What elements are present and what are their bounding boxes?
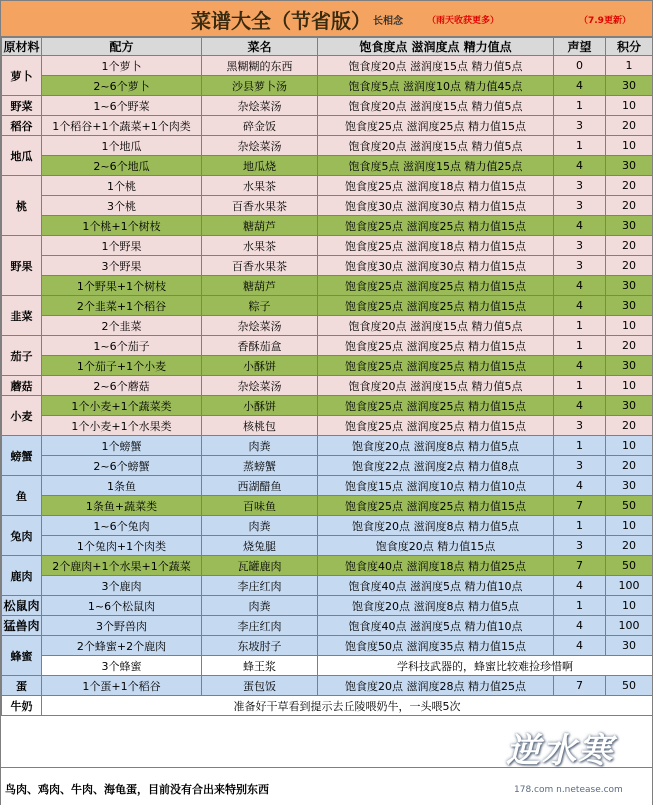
reputation-cell: 4 xyxy=(554,616,606,636)
reputation-cell: 4 xyxy=(554,216,606,236)
table-row xyxy=(2,436,653,456)
effect-cell: 饱食度25点 滋润度25点 精力值15点 xyxy=(318,116,554,136)
effect-cell: 饱食度25点 滋润度25点 精力值15点 xyxy=(318,276,554,296)
table-row xyxy=(2,56,653,76)
dish-cell: 东坡肘子 xyxy=(202,636,318,656)
table-row xyxy=(2,176,653,196)
effect-cell: 饱食度30点 滋润度30点 精力值15点 xyxy=(318,256,554,276)
dish-cell: 杂烩菜汤 xyxy=(202,96,318,116)
material-cell: 小麦 xyxy=(2,396,42,436)
points-cell: 50 xyxy=(606,556,653,576)
dish-cell: 百香水果茶 xyxy=(202,196,318,216)
reputation-cell: 4 xyxy=(554,396,606,416)
reputation-cell: 4 xyxy=(554,576,606,596)
dish-cell: 粽子 xyxy=(202,296,318,316)
effect-cell: 饱食度40点 滋润度18点 精力值25点 xyxy=(318,556,554,576)
watermark-site: 178.com n.netease.com xyxy=(514,785,623,795)
author-label: 长相念 xyxy=(373,16,403,27)
table-row xyxy=(2,616,653,636)
reputation-cell: 7 xyxy=(554,676,606,696)
reputation-cell: 3 xyxy=(554,256,606,276)
footer-text: 鸟肉、鸡肉、牛肉、海龟蛋，目前没有合出来特别东西 xyxy=(5,783,269,796)
table-row xyxy=(2,396,653,416)
formula-cell: 1个桃+1个树枝 xyxy=(42,216,202,236)
reputation-cell: 4 xyxy=(554,76,606,96)
dish-cell: 水果茶 xyxy=(202,236,318,256)
table-header-row xyxy=(2,38,653,56)
formula-cell: 1个野果 xyxy=(42,236,202,256)
formula-cell: 1个野果+1个树枝 xyxy=(42,276,202,296)
formula-cell: 2~6个螃蟹 xyxy=(42,456,202,476)
table-row xyxy=(2,336,653,356)
table-row xyxy=(2,456,653,476)
dish-cell: 蒸螃蟹 xyxy=(202,456,318,476)
dish-cell: 杂烩菜汤 xyxy=(202,136,318,156)
effect-cell: 饱食度25点 滋润度25点 精力值15点 xyxy=(318,356,554,376)
table-row xyxy=(2,236,653,256)
points-cell: 10 xyxy=(606,596,653,616)
points-cell: 20 xyxy=(606,416,653,436)
formula-cell: 1个小麦+1个蔬菜类 xyxy=(42,396,202,416)
table-row xyxy=(2,696,653,716)
material-cell: 蘑菇 xyxy=(2,376,42,396)
reputation-cell: 3 xyxy=(554,116,606,136)
points-cell: 20 xyxy=(606,196,653,216)
effect-cell: 饱食度25点 滋润度25点 精力值15点 xyxy=(318,216,554,236)
material-cell: 萝卜 xyxy=(2,56,42,96)
table-row xyxy=(2,656,653,676)
dish-cell: 黑糊糊的东西 xyxy=(202,56,318,76)
reputation-cell: 1 xyxy=(554,336,606,356)
formula-cell: 1~6个野菜 xyxy=(42,96,202,116)
points-cell: 20 xyxy=(606,536,653,556)
col-material: 原材料 xyxy=(2,38,42,56)
reputation-cell: 1 xyxy=(554,376,606,396)
reputation-cell: 3 xyxy=(554,236,606,256)
col-formula: 配方 xyxy=(42,38,202,56)
table-row xyxy=(2,196,653,216)
formula-cell: 2~6个萝卜 xyxy=(42,76,202,96)
points-cell: 30 xyxy=(606,636,653,656)
reputation-cell: 4 xyxy=(554,156,606,176)
dish-cell: 核桃包 xyxy=(202,416,318,436)
dish-cell: 小酥饼 xyxy=(202,396,318,416)
effect-cell: 饱食度5点 滋润度15点 精力值25点 xyxy=(318,156,554,176)
col-dish: 菜名 xyxy=(202,38,318,56)
table-row xyxy=(2,216,653,236)
material-cell: 鱼 xyxy=(2,476,42,516)
reputation-cell: 7 xyxy=(554,556,606,576)
formula-cell: 2个蜂蜜+2个鹿肉 xyxy=(42,636,202,656)
formula-cell: 3个野兽肉 xyxy=(42,616,202,636)
points-cell: 50 xyxy=(606,676,653,696)
table-row xyxy=(2,416,653,436)
effect-cell: 饱食度25点 滋润度25点 精力值15点 xyxy=(318,296,554,316)
col-effect: 饱食度点 滋润度点 精力值点 xyxy=(318,38,554,56)
dish-cell: 蜂王浆 xyxy=(202,656,318,676)
points-cell: 30 xyxy=(606,296,653,316)
reputation-cell: 3 xyxy=(554,416,606,436)
points-cell: 30 xyxy=(606,476,653,496)
reputation-cell: 1 xyxy=(554,436,606,456)
dish-cell: 蛋包饭 xyxy=(202,676,318,696)
effect-cell: 饱食度15点 滋润度10点 精力值10点 xyxy=(318,476,554,496)
table-row xyxy=(2,96,653,116)
material-cell: 野菜 xyxy=(2,96,42,116)
formula-cell: 1个桃 xyxy=(42,176,202,196)
table-row xyxy=(2,516,653,536)
points-cell: 20 xyxy=(606,336,653,356)
table-row xyxy=(2,156,653,176)
formula-cell: 1条鱼 xyxy=(42,476,202,496)
dish-cell: 杂烩菜汤 xyxy=(202,376,318,396)
recipe-table xyxy=(1,37,653,716)
dish-cell: 李庄红肉 xyxy=(202,616,318,636)
effect-cell: 饱食度40点 滋润度5点 精力值10点 xyxy=(318,616,554,636)
dish-cell: 碎金饭 xyxy=(202,116,318,136)
points-cell: 30 xyxy=(606,356,653,376)
points-cell: 1 xyxy=(606,56,653,76)
formula-cell: 2个韭菜 xyxy=(42,316,202,336)
reputation-cell: 1 xyxy=(554,596,606,616)
points-cell: 100 xyxy=(606,616,653,636)
effect-cell: 饱食度20点 滋润度8点 精力值5点 xyxy=(318,436,554,456)
material-cell: 桃 xyxy=(2,176,42,236)
sheet-title: 菜谱大全（节省版） xyxy=(191,9,371,33)
reputation-cell: 7 xyxy=(554,496,606,516)
table-row xyxy=(2,636,653,656)
dish-cell: 烧兔腿 xyxy=(202,536,318,556)
reputation-cell: 0 xyxy=(554,56,606,76)
effect-cell: 饱食度40点 滋润度5点 精力值10点 xyxy=(318,576,554,596)
material-cell: 松鼠肉 xyxy=(2,596,42,616)
points-cell: 30 xyxy=(606,396,653,416)
material-cell: 牛奶 xyxy=(2,696,42,716)
effect-cell: 饱食度30点 滋润度30点 精力值15点 xyxy=(318,196,554,216)
reputation-cell: 1 xyxy=(554,96,606,116)
material-cell: 螃蟹 xyxy=(2,436,42,476)
formula-cell: 2~6个蘑菇 xyxy=(42,376,202,396)
points-cell: 20 xyxy=(606,456,653,476)
points-cell: 10 xyxy=(606,376,653,396)
table-row xyxy=(2,496,653,516)
reputation-cell: 4 xyxy=(554,636,606,656)
reputation-cell: 1 xyxy=(554,136,606,156)
effect-cell: 饱食度25点 滋润度25点 精力值15点 xyxy=(318,336,554,356)
points-cell: 20 xyxy=(606,236,653,256)
table-row xyxy=(2,276,653,296)
effect-cell: 饱食度25点 滋润度25点 精力值15点 xyxy=(318,496,554,516)
table-row xyxy=(2,76,653,96)
effect-cell: 饱食度5点 滋润度10点 精力值45点 xyxy=(318,76,554,96)
points-cell: 50 xyxy=(606,496,653,516)
reputation-cell: 3 xyxy=(554,196,606,216)
table-row xyxy=(2,256,653,276)
dish-cell: 糖葫芦 xyxy=(202,276,318,296)
formula-cell: 1~6个松鼠肉 xyxy=(42,596,202,616)
dish-cell: 百味鱼 xyxy=(202,496,318,516)
dish-cell: 水果茶 xyxy=(202,176,318,196)
update-note: （7.9更新） xyxy=(579,16,631,26)
table-row xyxy=(2,136,653,156)
formula-cell: 1个萝卜 xyxy=(42,56,202,76)
table-row xyxy=(2,536,653,556)
effect-cell: 饱食度20点 滋润度15点 精力值5点 xyxy=(318,56,554,76)
formula-cell: 1个螃蟹 xyxy=(42,436,202,456)
dish-cell: 西湖醋鱼 xyxy=(202,476,318,496)
table-row xyxy=(2,316,653,336)
table-row xyxy=(2,596,653,616)
reputation-cell: 4 xyxy=(554,356,606,376)
col-points: 积分 xyxy=(606,38,653,56)
effect-cell: 饱食度20点 滋润度8点 精力值5点 xyxy=(318,596,554,616)
table-row xyxy=(2,576,653,596)
formula-cell: 3个蜂蜜 xyxy=(42,656,202,676)
effect-cell: 饱食度22点 滋润度2点 精力值8点 xyxy=(318,456,554,476)
effect-cell: 饱食度20点 滋润度8点 精力值5点 xyxy=(318,516,554,536)
formula-cell: 1个小麦+1个水果类 xyxy=(42,416,202,436)
effect-cell: 饱食度20点 滋润度15点 精力值5点 xyxy=(318,96,554,116)
points-cell: 10 xyxy=(606,316,653,336)
effect-cell: 饱食度25点 滋润度18点 精力值15点 xyxy=(318,176,554,196)
effect-cell: 饱食度20点 滋润度15点 精力值5点 xyxy=(318,136,554,156)
dish-cell: 百香水果茶 xyxy=(202,256,318,276)
material-cell: 猛兽肉 xyxy=(2,616,42,636)
dish-cell: 肉粪 xyxy=(202,436,318,456)
points-cell: 10 xyxy=(606,96,653,116)
effect-cell: 饱食度20点 滋润度28点 精力值25点 xyxy=(318,676,554,696)
col-reputation: 声望 xyxy=(554,38,606,56)
material-cell: 兔肉 xyxy=(2,516,42,556)
material-cell: 稻谷 xyxy=(2,116,42,136)
table-row xyxy=(2,556,653,576)
points-cell: 30 xyxy=(606,76,653,96)
table-row xyxy=(2,376,653,396)
points-cell: 20 xyxy=(606,116,653,136)
reputation-cell: 4 xyxy=(554,476,606,496)
formula-cell: 3个桃 xyxy=(42,196,202,216)
material-cell: 地瓜 xyxy=(2,136,42,176)
material-cell: 茄子 xyxy=(2,336,42,376)
formula-cell: 2个韭菜+1个稻谷 xyxy=(42,296,202,316)
material-cell: 韭菜 xyxy=(2,296,42,336)
formula-cell: 2~6个地瓜 xyxy=(42,156,202,176)
formula-cell: 1个兔肉+1个肉类 xyxy=(42,536,202,556)
harvest-note: （雨天收获更多） xyxy=(427,16,500,26)
effect-cell: 饱食度50点 滋润度35点 精力值15点 xyxy=(318,636,554,656)
dish-cell: 糖葫芦 xyxy=(202,216,318,236)
table-row xyxy=(2,116,653,136)
formula-cell: 1~6个兔肉 xyxy=(42,516,202,536)
points-cell: 20 xyxy=(606,256,653,276)
dish-cell: 杂烩菜汤 xyxy=(202,316,318,336)
effect-cell: 饱食度20点 滋润度15点 精力值5点 xyxy=(318,316,554,336)
material-cell: 蛋 xyxy=(2,676,42,696)
watermark xyxy=(506,723,652,803)
reputation-cell: 3 xyxy=(554,536,606,556)
effect-cell: 饱食度25点 滋润度25点 精力值15点 xyxy=(318,416,554,436)
material-cell: 鹿肉 xyxy=(2,556,42,596)
table-row xyxy=(2,356,653,376)
dish-cell: 肉粪 xyxy=(202,596,318,616)
dish-cell: 瓦罐鹿肉 xyxy=(202,556,318,576)
points-cell: 10 xyxy=(606,516,653,536)
table-row xyxy=(2,476,653,496)
formula-cell: 2个鹿肉+1个水果+1个蔬菜 xyxy=(42,556,202,576)
effect-cell: 饱食度25点 滋润度18点 精力值15点 xyxy=(318,236,554,256)
dish-cell: 香酥茄盒 xyxy=(202,336,318,356)
dish-cell: 肉粪 xyxy=(202,516,318,536)
formula-cell: 3个鹿肉 xyxy=(42,576,202,596)
reputation-cell: 1 xyxy=(554,516,606,536)
effect-cell: 学科技武器的，蜂蜜比较难捡珍惜啊 xyxy=(318,656,653,676)
points-cell: 100 xyxy=(606,576,653,596)
points-cell: 30 xyxy=(606,216,653,236)
formula-cell: 1个稻谷+1个蔬菜+1个肉类 xyxy=(42,116,202,136)
points-cell: 30 xyxy=(606,276,653,296)
points-cell: 10 xyxy=(606,436,653,456)
formula-cell: 1条鱼+蔬菜类 xyxy=(42,496,202,516)
reputation-cell: 4 xyxy=(554,276,606,296)
dish-cell: 李庄红肉 xyxy=(202,576,318,596)
reputation-cell: 1 xyxy=(554,316,606,336)
effect-cell: 饱食度20点 滋润度15点 精力值5点 xyxy=(318,376,554,396)
watermark-logo: 逆水寒 xyxy=(506,731,614,771)
title-bar xyxy=(1,1,652,37)
effect-cell: 饱食度25点 滋润度25点 精力值15点 xyxy=(318,396,554,416)
material-cell: 蜂蜜 xyxy=(2,636,42,676)
table-row xyxy=(2,296,653,316)
effect-cell: 饱食度20点 精力值15点 xyxy=(318,536,554,556)
material-cell: 野果 xyxy=(2,236,42,296)
dish-cell: 地瓜烧 xyxy=(202,156,318,176)
reputation-cell: 4 xyxy=(554,296,606,316)
table-row xyxy=(2,676,653,696)
dish-cell: 小酥饼 xyxy=(202,356,318,376)
formula-cell: 1~6个茄子 xyxy=(42,336,202,356)
points-cell: 10 xyxy=(606,136,653,156)
reputation-cell: 3 xyxy=(554,176,606,196)
milk-note-cell: 准备好干草看到提示去丘陵喂奶牛，一头喂5次 xyxy=(42,696,653,716)
dish-cell: 沙县萝卜汤 xyxy=(202,76,318,96)
formula-cell: 1个地瓜 xyxy=(42,136,202,156)
points-cell: 30 xyxy=(606,156,653,176)
formula-cell: 3个野果 xyxy=(42,256,202,276)
formula-cell: 1个茄子+1个小麦 xyxy=(42,356,202,376)
formula-cell: 1个蛋+1个稻谷 xyxy=(42,676,202,696)
reputation-cell: 3 xyxy=(554,456,606,476)
points-cell: 20 xyxy=(606,176,653,196)
